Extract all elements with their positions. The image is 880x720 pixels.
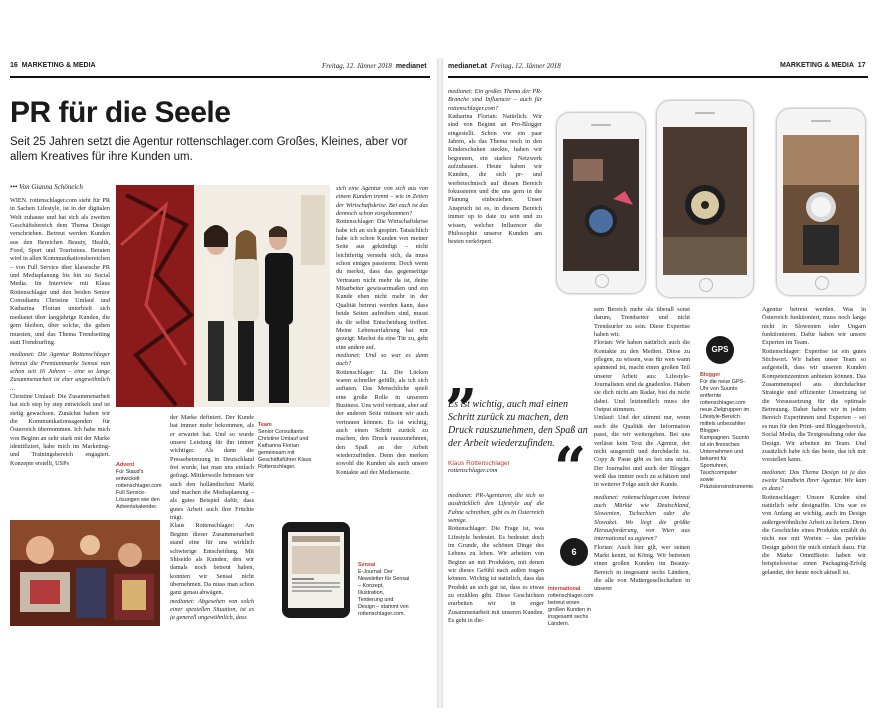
phone-image-1	[556, 112, 646, 294]
paragraph: Umlauf: Und der stimmt nur, wenn auch die Qualität der Information passt, die wir weitergeben. Bei uns verlässt kein Text die Agentur, der nicht ausgereift und durchdacht ist. Copy & Paste gibt es bei uns nicht. Der Journalist und auch der Blogger weiß das immer noch zu schätzen und in weiterer Folge auch der Kunde.	[594, 414, 690, 489]
question: medianet: Das Thema Design ist ja das zweite Standbein Ihrer Agentur. Wie kam es dazu?	[762, 468, 866, 493]
article-title: PR für die Seele	[10, 96, 231, 129]
phone-screen	[783, 135, 859, 273]
caption-blogger	[700, 372, 755, 491]
advent-photo	[10, 520, 160, 626]
phone-image-3	[776, 108, 866, 296]
paragraph: WIEN. rottenschlager.com sieht für PR in Sachen Lifestyle, ist in der digitalen Welt zuhause und hat sich als zweiten Geschäftsbereich dem Thema Design verschrieben. Betreut werden Kunden aus den Bereichen Beauty, Health, Food, Sport und Tourismus. Beraten wird in allen Kommunikationsbereichen – von Full Service über klassische PR und Mediaplanung bis hin zu Social Media. Im Interview mit Klaus Rottenschlager und den beiden Senior Consultants Christine Umlauf und Katharina Florian unterhielt sich medianet über langjährige Kunden, die gern bleiben, über solche, die gehen mussten, und das Thema Trendsetting statt Trendsurfing.	[10, 197, 110, 346]
number-six-badge: 6	[560, 538, 588, 566]
paragraph: Christine Umlauf: Die Zusammenarbeit hat sich step by step entwickelt und ist stetig gewachsen. Zunächst haben wir die Kommunikationsagenden für Österreich übernommen. Ich habe mich von Beginn an sehr stark mit der Marke identifiziert, habe mich im Marketing- und Trainingsbereich engagiert. Konzepte erstellt, USPs	[10, 392, 110, 467]
article-subtitle: Seit 25 Jahren setzt die Agentur rottenschlager.com Großes, Kleines, aber vor allem Kreatives für ihre Kunden um.	[10, 136, 408, 163]
caption-title: International	[548, 586, 581, 592]
header-rule	[448, 76, 868, 78]
right-column-1-top	[448, 88, 542, 336]
right-column-2	[594, 306, 690, 636]
caption-text: E-Journal: Der Newsletter für Sensai – Konzept, Illustration, Textierung und Design – stammt von rottenschlager.com.	[358, 569, 410, 617]
phone-speaker	[811, 120, 831, 122]
caption-text: Für die neue GPS-Uhr von Suunto entfernte rottenschlager.com neue Zielgruppen im Lifestyle-Bereich mittels unbezahlter Blogger-Kampagnen. Suunto ist ein finnisches Unternehmen und bekannt für Sportuhren, Tauchcomputer sowie Präzisionsinstrumente.	[700, 379, 755, 490]
phone-screen	[663, 127, 747, 275]
caption-title: Advent	[116, 462, 135, 468]
page-number: 16	[10, 62, 18, 69]
caption-title: Team	[258, 422, 272, 428]
question: sich eine Agentur von sich aus von einem Kunden trennt – wie in Zeiten der Wirtschaftskrise. Bei euch ist das dennoch schon vorgekommen?	[336, 185, 428, 218]
section-label: MARKETING & MEDIA	[21, 62, 96, 69]
left-page-header	[10, 62, 96, 69]
quote-org: rottenschlager.com	[448, 467, 498, 474]
question: medianet: Die Agentur Rottenschlager betreut die Premiummarke Sensai nun schon seit 16 Jahren – eine so lange Zusammenarbeit ist eher ungewöhnlich …	[10, 351, 110, 392]
phone-home-button	[699, 278, 713, 292]
paragraph: Agentur betreut werden. Was in Österreich funktioniert, muss noch lange nicht in Slowenien oder Ungarn funktionieren. Dafür haben wir unsere Experten im Team.	[762, 306, 866, 347]
text-column-3	[336, 185, 428, 515]
question: medianet: rottenschlager.com betreut auch Märkte wie Deutschland, Slowenien, Tschechien oder die Slowakei. Wo liegt die größte Herausforderung, von Wien aus international zu agieren?	[594, 493, 690, 543]
paragraph: Rottenschlager: Die Frage ist, was Lifestyle bedeutet. Es bedeutet doch im Grunde, die schönen Dinge des Lebens zu leben. Wir arbeiten von Beginn an mit Produkten, mit denen wir dieses Gefühl nach außen tragen können. Wichtig ist natürlich, dass das Produkt an sich gut ist, dass es etwas zu erzählen gibt. Diese Geschichten erarbeiten wir in enger Zusammenarbeit mit unseren Kunden. Es geht in die-	[448, 525, 544, 625]
caption-team	[258, 422, 312, 471]
open-quote-icon: „	[446, 345, 479, 411]
issue-date: Freitag, 12. Jänner 2018	[490, 62, 561, 70]
right-header-section	[780, 62, 866, 69]
quote-name: Klaus Rottenschlager	[448, 460, 510, 467]
paragraph: Rottenschlager: Expertise ist ein gutes Stichwort. Wir haben unser Team so aufgestellt, dass wir unseren Kunden Kompetenzzentren anbieten können. Das Zusammenspiel aus durchdachter Strategie und effizienter Umsetzung ist die Voraussetzung für die optimale Betreuung. Daher haben wir in jedem Bereich Expertinnen und Experten – sei es nun für den Print- und Bloggerbereich, Social Media, die Textgestaltung oder das Design. Wir arbeiten im Team. Und zusätzlich habe ich das beste, das ich mir vorstellen kann.	[762, 347, 866, 464]
question: medianet: Ein großes Thema der PR-Branche sind Influencer – auch für rottenschlager.com?	[448, 88, 542, 112]
gps-badge: GPS	[706, 336, 734, 364]
text-column-1	[10, 197, 110, 509]
paragraph: Florian: Auch hier gilt, wer seinen Markt kennt, ist König. Wir betreuen einen großen Kunden im Beauty-Bereich in insgesamt sechs Ländern, die alle von Muttergesellschaften in unserer	[594, 543, 690, 593]
paragraph: Katharina Florian: Natürlich. Wir sind von Beginn an Pro-Blogger eingestellt. Schon vor ein paar Jahren, als das Thema noch in den Kinderschuhen steckte, haben wir begonnen, ein starkes Netzwerk aufzubauen. Heute haben wir Kunden, die sich pr- und werbetechnisch auf diesen Bereich fokussieren und die uns gern in die Planung einbeziehen. Unser Anspruch ist es, in diesem Bereich immer up to date zu sein und zu wissen, welcher Influencer die Philosophie unserer Kunden am besten verkörpert.	[448, 113, 542, 246]
phone-screen	[563, 139, 639, 271]
sensai-tablet-photo	[280, 520, 352, 620]
paragraph: Rottenschlager: Ja. Die Lücken waren schneller gefüllt, als ich sich auftaten. Das Menschliche spielt eine große Rolle in unserem Business. Uns wird vertraut, aber auf der anderen Seite müssen wir auch vertrauen können. Es ist wichtig, auch einen Schritt zurück zu machen, den Druck rauszunehmen, den Spaß an der Arbeit wiederzufinden. Denn den merken sowohl die Kunden als auch unsere Kontakte auf der Medienseite.	[336, 368, 428, 476]
brand-label: medianet	[395, 63, 427, 70]
page-number: 17	[857, 62, 866, 69]
phone-speaker	[591, 124, 611, 126]
brand-label: medianet.at	[448, 63, 487, 70]
paragraph: Klaus Rottenschlager: Am Beginn dieser Zusammenarbeit stand eine für uns wirklich schwierige Entscheidung. Mit Shiseido als Kunden, den wir damals noch betreut haben, konnten wir Sensai nicht übernehmen. Da muss man schon ganz genau abwägen.	[170, 522, 254, 597]
caption-title: Blogger	[700, 372, 721, 378]
question: medianet: Und so war es dann auch?	[336, 351, 428, 368]
phone-home-button	[595, 274, 609, 288]
caption-sensai	[358, 562, 410, 618]
caption-title: Sensai	[358, 562, 376, 568]
caption-international	[548, 586, 594, 628]
question: medianet: Abgesehen von solch einer speziellen Situation, ist es ja generell ungewöhnlich, dass	[170, 597, 254, 622]
paragraph: Florian: Wir haben natürlich auch die Kontakte zu den Medien. Diese zu pflegen, zu wissen, was für wen wann spannend ist, macht einen großen Teil unserer Arbeit aus: Lifestyle-Journalisten sind da gnadenlos. Haben sie dich nicht am Radar, bist du nicht dabei. Und letztendlich muss der Output stimmen.	[594, 339, 690, 414]
byline: ••• Von Gianna Schöneich	[10, 183, 83, 191]
paragraph: der Marke definiert. Der Kunde hat immer mehr bekommen, als er erwartet hat. Und so wurde unsere Leistung für ihn immer wichtiger. Als dann die Pressebetreuung in Deutschland frei wurde, hat man uns einfach gefragt. Mittlerweile betreuen wir auch den holländischen Markt und machen die Mediaplanung – als gutes Beispiel dafür, dass gutes Arbeit auch ihre Früchte trägt.	[170, 414, 254, 522]
left-header-meta	[322, 62, 427, 70]
caption-text: Für Staud's entwickelt rottenschlager.com Full Service-Lösungen wie den Adventskalender.	[116, 469, 162, 510]
spread-gutter	[437, 58, 443, 708]
right-column-1-bottom	[448, 492, 544, 632]
right-page-header	[448, 62, 561, 70]
paragraph: Rottenschlager: Die Wirtschaftskrise habe ich an sich gespürt. Tatsächlich habe ich schon Kunden von meiner Seite aus gekündigt – nicht leichtfertig versteht sich, da muss schon einiges passieren. Doch wenn du merkst, dass das gegenseitige Vertrauen nicht mehr da ist, deine Mitarbeiter gewissermaßen und ein Kunde eben nicht mehr in der Qualität betreut werden kann, dass beide Seiten aufreiben sind, musst du dir selbst Entscheidung treffen. Meine Lebenserfahrung hat mir gezeigt: Machst du eine Tür zu, geht eine andere auf.	[336, 218, 428, 351]
pull-quote: Es ist wichtig, auch mal einen Schritt zurück zu machen, den Druck rauszunehmen, den Spaß an der Arbeit wiederzufinden.	[448, 399, 588, 449]
section-label: MARKETING & MEDIA	[780, 62, 854, 69]
paragraph: Rottenschlager: Unsere Kunden sind natürlich sehr designaffin. Uns war es von Anfang an wichtig, auch im Design außergewöhnliche Arbeit zu liefern. Denn die Geschichte eines Produkts erzählt du nicht nur mit Worten – das perfekte Design gehört für mich einfach dazu. Für die Marke OmniBiotic haben wir beispielsweise einen Packaging-Erfolg gelandet, der heute noch aktuell ist.	[762, 493, 866, 576]
close-quote-icon: “	[554, 435, 587, 501]
right-column-3	[762, 306, 866, 636]
quote-attribution	[448, 460, 510, 474]
caption-text: rottenschlager.com betreut einen großen Kunden in insgesamt sechs Ländern.	[548, 593, 594, 627]
caption-advent	[116, 462, 160, 511]
phone-home-button	[815, 276, 829, 290]
issue-date: Freitag, 12. Jänner 2018	[322, 62, 392, 70]
phone-speaker	[695, 112, 715, 114]
phone-image-2	[656, 100, 754, 298]
question: medianet: PR-Agenturen, die sich so ausdrücklich den Lifestyle auf die Fahne schreiben, gibt es in Österreich wenige.	[448, 492, 544, 525]
text-column-2	[170, 414, 254, 624]
header-rule	[10, 76, 430, 78]
paragraph: sem Bereich mehr als überall sonst darum, Trendsetter und nicht Trendsurfer zu sein. Diese Expertise haben wir.	[594, 306, 690, 339]
caption-text: Senior Consultants Christine Umlauf und Katharina Florian gemeinsam mit Geschäftsführer Klaus Rottenschlager.	[258, 429, 312, 470]
team-photo	[116, 185, 330, 407]
